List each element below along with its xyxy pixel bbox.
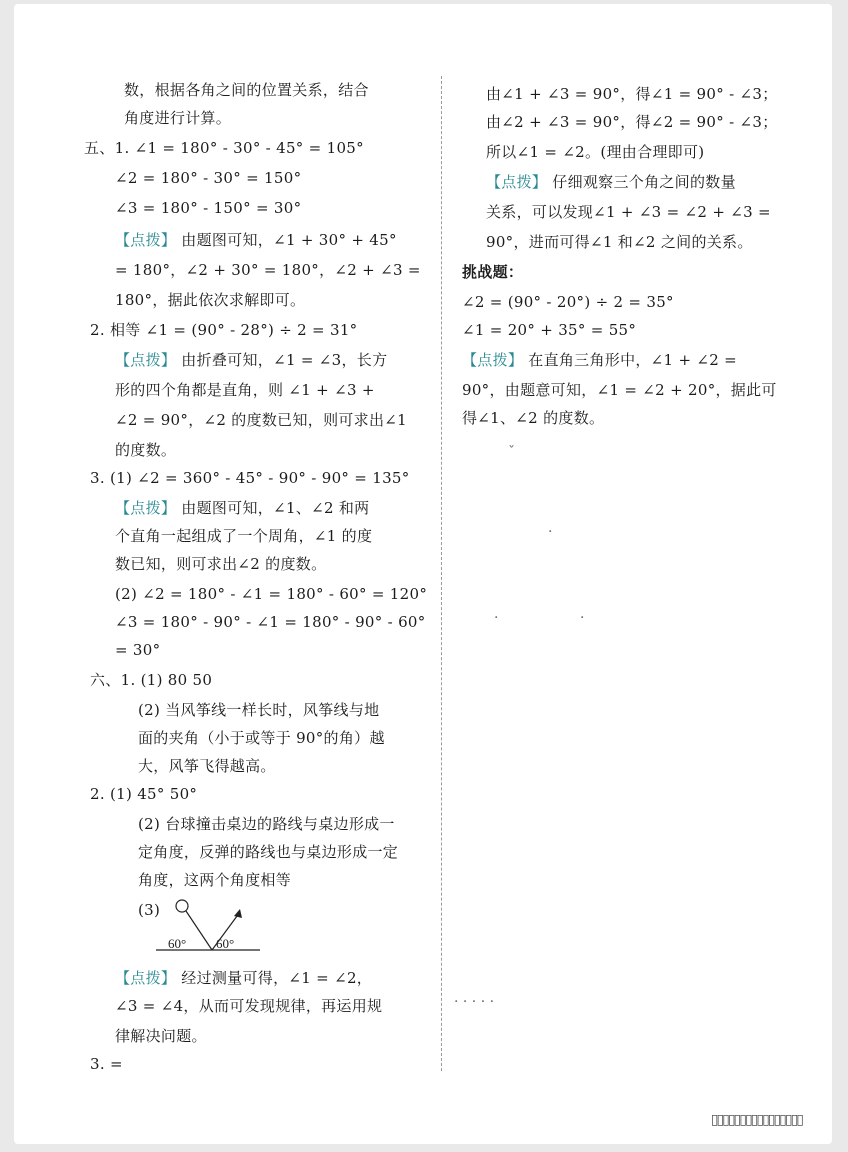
- angle-label-right: 60°: [216, 936, 235, 951]
- line-text: 2. (1) 45° 50°: [90, 785, 198, 803]
- ball-circle: [176, 900, 188, 912]
- text-line: [115, 1026, 207, 1046]
- tip-label: 【点拨】: [115, 969, 177, 987]
- line-text: (2) 台球撞击桌边的路线与桌边形成一: [138, 815, 395, 833]
- text-line: [115, 440, 176, 460]
- text-line: [486, 112, 778, 132]
- text-line: [115, 526, 372, 546]
- scan-speck: ·: [580, 610, 585, 626]
- text-line: [462, 408, 604, 428]
- text-line: [115, 584, 427, 604]
- scan-speck: ·: [548, 524, 553, 540]
- text-line: [115, 230, 397, 250]
- text-line: [486, 232, 753, 252]
- text-line: [462, 292, 674, 312]
- line-text: 由题图可知，∠1 + 30° + 45°: [176, 231, 397, 249]
- text-line: [138, 756, 276, 776]
- scan-speck: · · · · ·: [454, 994, 495, 1010]
- line-text: 的度数。: [115, 441, 177, 459]
- line-text: 五、1. ∠1 = 180° - 30° - 45° = 105°: [84, 139, 364, 157]
- text-line: [90, 784, 197, 804]
- text-line: [115, 290, 305, 310]
- text-line: [462, 262, 523, 282]
- text-line: [115, 350, 387, 370]
- text-line: [115, 968, 372, 988]
- text-line: [486, 172, 736, 192]
- column-divider: [441, 76, 442, 1071]
- text-line: [138, 870, 291, 890]
- line-text: ∠2 = 180° - 30° = 150°: [115, 169, 302, 187]
- billiard-reflection-figure: [156, 896, 266, 956]
- text-line: [115, 996, 382, 1016]
- line-text: 3. =: [90, 1055, 123, 1073]
- text-line: [90, 320, 358, 340]
- line-text: 由折叠可知，∠1 = ∠3，长方: [176, 351, 388, 369]
- incoming-path-line: [186, 911, 212, 950]
- text-line: [115, 554, 326, 574]
- line-text: 定角度，反弹的路线也与桌边形成一定: [138, 843, 399, 861]
- line-text: 由∠2 + ∠3 = 90°，得∠2 = 90° - ∠3；: [486, 113, 778, 131]
- line-text: = 180°，∠2 + 30° = 180°，∠2 + ∠3 =: [115, 261, 421, 279]
- line-text: 数，根据各角之间的位置关系，结合: [124, 81, 369, 99]
- line-text: 3. (1) ∠2 = 360° - 45° - 90° - 90° = 135°: [90, 469, 410, 487]
- text-line: [462, 320, 636, 340]
- line-text: 大，风筝飞得越高。: [138, 757, 276, 775]
- scan-speck: ˇ: [508, 444, 515, 460]
- text-line: [90, 1054, 123, 1074]
- tip-label: 【点拨】: [115, 499, 177, 517]
- text-line: [138, 842, 398, 862]
- line-text: ∠1 = 20° + 35° = 55°: [462, 321, 637, 339]
- line-text: 仔细观察三个角之间的数量: [547, 173, 736, 191]
- line-text: ∠3 = ∠4，从而可发现规律，再运用规: [115, 997, 383, 1015]
- text-line: [486, 84, 778, 104]
- text-line: [462, 380, 777, 400]
- tip-label: 【点拨】: [115, 231, 177, 249]
- line-text: ∠3 = 180° - 90° - ∠1 = 180° - 90° - 60°: [115, 613, 426, 631]
- tip-label: 【点拨】: [115, 351, 177, 369]
- line-text: 六、1. (1) 80 50: [90, 671, 213, 689]
- line-text: 个直角一起组成了一个周角，∠1 的度: [115, 527, 373, 545]
- line-text: 得∠1、∠2 的度数。: [462, 409, 605, 427]
- scan-speck: ·: [494, 610, 499, 626]
- text-line: [115, 410, 407, 430]
- line-text: (2) 当风筝线一样长时，风筝线与地: [138, 701, 380, 719]
- text-line: [124, 108, 231, 128]
- angle-label-left: 60°: [168, 936, 187, 951]
- line-text: 数已知，则可求出∠2 的度数。: [115, 555, 327, 573]
- text-line: [486, 202, 771, 222]
- line-text: (2) ∠2 = 180° - ∠1 = 180° - 60° = 120°: [115, 585, 428, 603]
- text-line: [138, 700, 379, 720]
- line-text: ∠3 = 180° - 150° = 30°: [115, 199, 302, 217]
- text-line: [115, 380, 375, 400]
- line-text: 律解决问题。: [115, 1027, 207, 1045]
- text-line: [115, 640, 160, 660]
- line-text: 角度进行计算。: [124, 109, 232, 127]
- line-text: 90°，由题意可知，∠1 = ∠2 + 20°，据此可: [462, 381, 777, 399]
- line-text: ∠2 = 90°，∠2 的度数已知，则可求出∠1: [115, 411, 407, 429]
- text-line: [462, 350, 737, 370]
- tip-label: 【点拨】: [462, 351, 524, 369]
- answer-page: [14, 4, 832, 1144]
- line-text: ∠2 = (90° - 20°) ÷ 2 = 35°: [462, 293, 674, 311]
- arrow-head-icon: [234, 909, 242, 918]
- line-text: 挑战题：: [462, 263, 524, 281]
- text-line: [138, 728, 385, 748]
- line-text: 90°，进而可得∠1 和∠2 之间的关系。: [486, 233, 753, 251]
- text-line: [115, 198, 301, 218]
- text-line: [90, 670, 212, 690]
- text-line: [124, 80, 369, 100]
- line-text: 关系，可以发现∠1 + ∠3 = ∠2 + ∠3 =: [486, 203, 771, 221]
- text-line: [115, 168, 301, 188]
- line-text: 形的四个角都是直角，则 ∠1 + ∠3 +: [115, 381, 375, 399]
- text-line: [115, 260, 421, 280]
- line-text: 面的夹角（小于或等于 90°的角）越: [138, 729, 385, 747]
- line-text: 经过测量可得，∠1 = ∠2，: [176, 969, 373, 987]
- line-text: 180°，据此依次求解即可。: [115, 291, 306, 309]
- tip-label: 【点拨】: [486, 173, 548, 191]
- line-text: (3): [138, 901, 161, 919]
- text-line: [115, 498, 369, 518]
- line-text: 由题图可知，∠1、∠2 和两: [176, 499, 370, 517]
- text-line: [90, 468, 410, 488]
- line-text: 由∠1 + ∠3 = 90°，得∠1 = 90° - ∠3；: [486, 85, 778, 103]
- line-text: 所以∠1 = ∠2。(理由合理即可): [486, 143, 705, 161]
- line-text: 角度，这两个角度相等: [138, 871, 292, 889]
- line-text: 2. 相等 ∠1 = (90° - 28°) ÷ 2 = 31°: [90, 321, 358, 339]
- text-line: [84, 138, 364, 158]
- scan-edge-marks: ▯▯▯▯▯▯▯▯▯▯▯▯▯▯▯▯: [710, 1112, 802, 1128]
- text-line: [115, 612, 426, 632]
- text-line: [138, 814, 395, 834]
- line-text: = 30°: [115, 641, 161, 659]
- text-line: [486, 142, 704, 162]
- line-text: 在直角三角形中，∠1 + ∠2 =: [523, 351, 738, 369]
